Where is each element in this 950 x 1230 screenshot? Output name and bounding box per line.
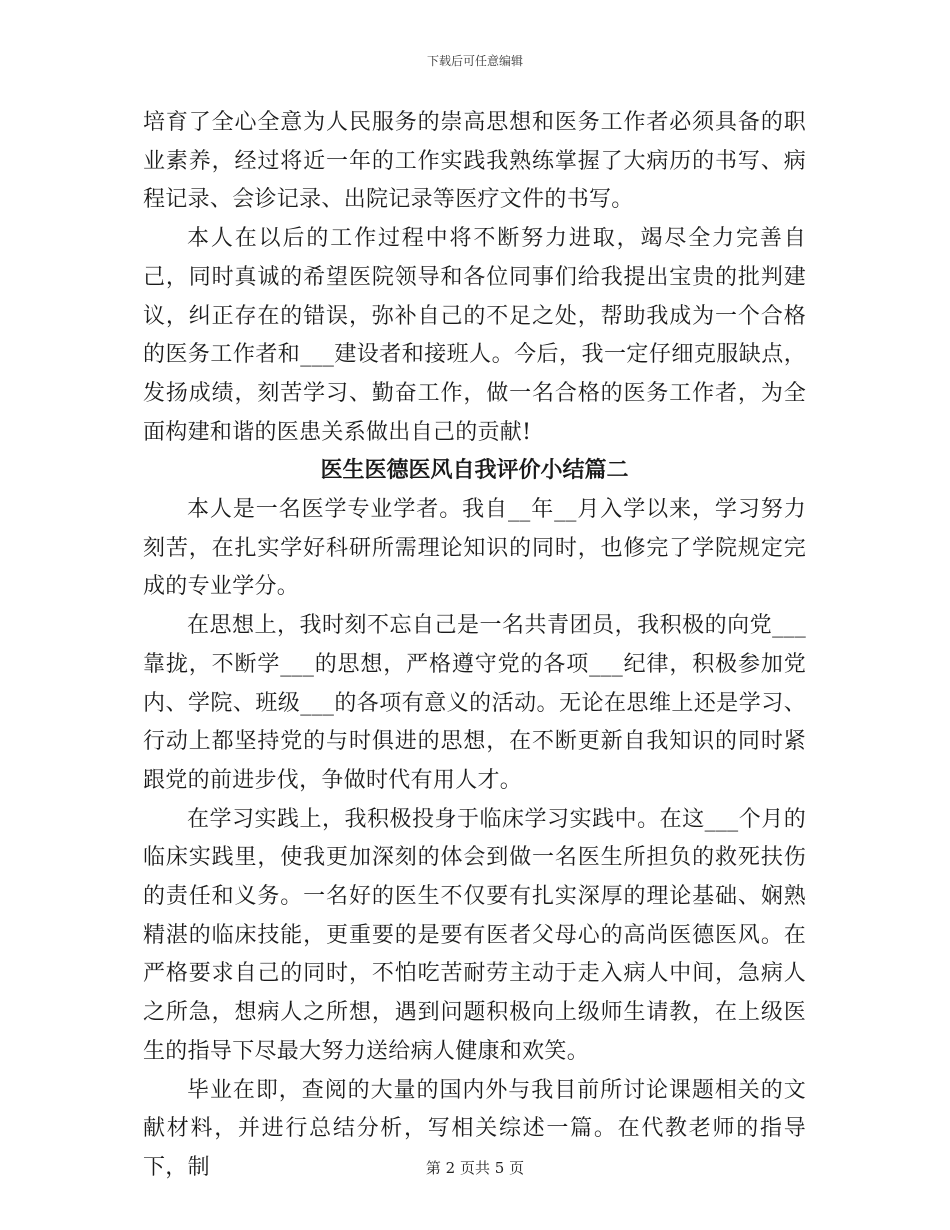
paragraph: 本人是一名医学专业学者。我自__年__月入学以来，学习努力刻苦，在扎实学好科研所需理论知识的同时，也修完了学院规定完成的专业学分。 [143, 497, 806, 600]
document-body [143, 104, 806, 1188]
section-title: 医生医德医风自我评价小结篇二 [320, 458, 629, 484]
paragraph: 培育了全心全意为人民服务的崇高思想和医务工作者必须具备的职业素养，经过将近一年的工作实践我熟练掌握了大病历的书写、病程记录、会诊记录、出院记录等医疗文件的书写。 [143, 110, 806, 213]
paragraph: 在思想上，我时刻不忘自己是一名共青团员，我积极的向党___靠拢，不断学___的思想，严格遵守党的各项___纪律，积极参加党内、学院、班级___的各项有意义的活动。无论在思维上还是学习、行动上都坚持党的与时俱进的思想，在不断更新自我知识的同时紧跟党的前进步伐，争做时代有用人才。 [143, 613, 806, 793]
paragraph: 本人在以后的工作过程中将不断努力进取，竭尽全力完善自己，同时真诚的希望医院领导和各位同事们给我提出宝贵的批判建议，纠正存在的错误，弥补自己的不足之处，帮助我成为一个合格的医务工作者和___建设者和接班人。今后，我一定仔细克服缺点，发扬成绩，刻苦学习、勤奋工作，做一名合格的医务工作者，为全面构建和谐的医患关系做出自己的贡献! [143, 226, 806, 445]
page-header: 下载后可任意编辑 [426, 54, 523, 68]
page-number: 第 2 页共 5 页 [425, 1159, 525, 1177]
paragraph: 毕业在即，查阅的大量的国内外与我目前所讨论课题相关的文献材料，并进行总结分析，写相关综述一篇。在代教老师的指导下，制 [143, 1077, 806, 1180]
paragraph: 在学习实践上，我积极投身于临床学习实践中。在这___个月的临床实践里，使我更加深刻的体会到做一名医生所担负的救死扶伤的责任和义务。一名好的医生不仅要有扎实深厚的理论基础、娴熟精湛的临床技能，更重要的是要有医者父母心的高尚医德医风。在严格要求自己的同时，不怕吃苦耐劳主动于走入病人中间，急病人之所急，想病人之所想，遇到问题积极向上级师生请教，在上级医生的指导下尽最大努力送给病人健康和欢笑。 [143, 806, 806, 1064]
